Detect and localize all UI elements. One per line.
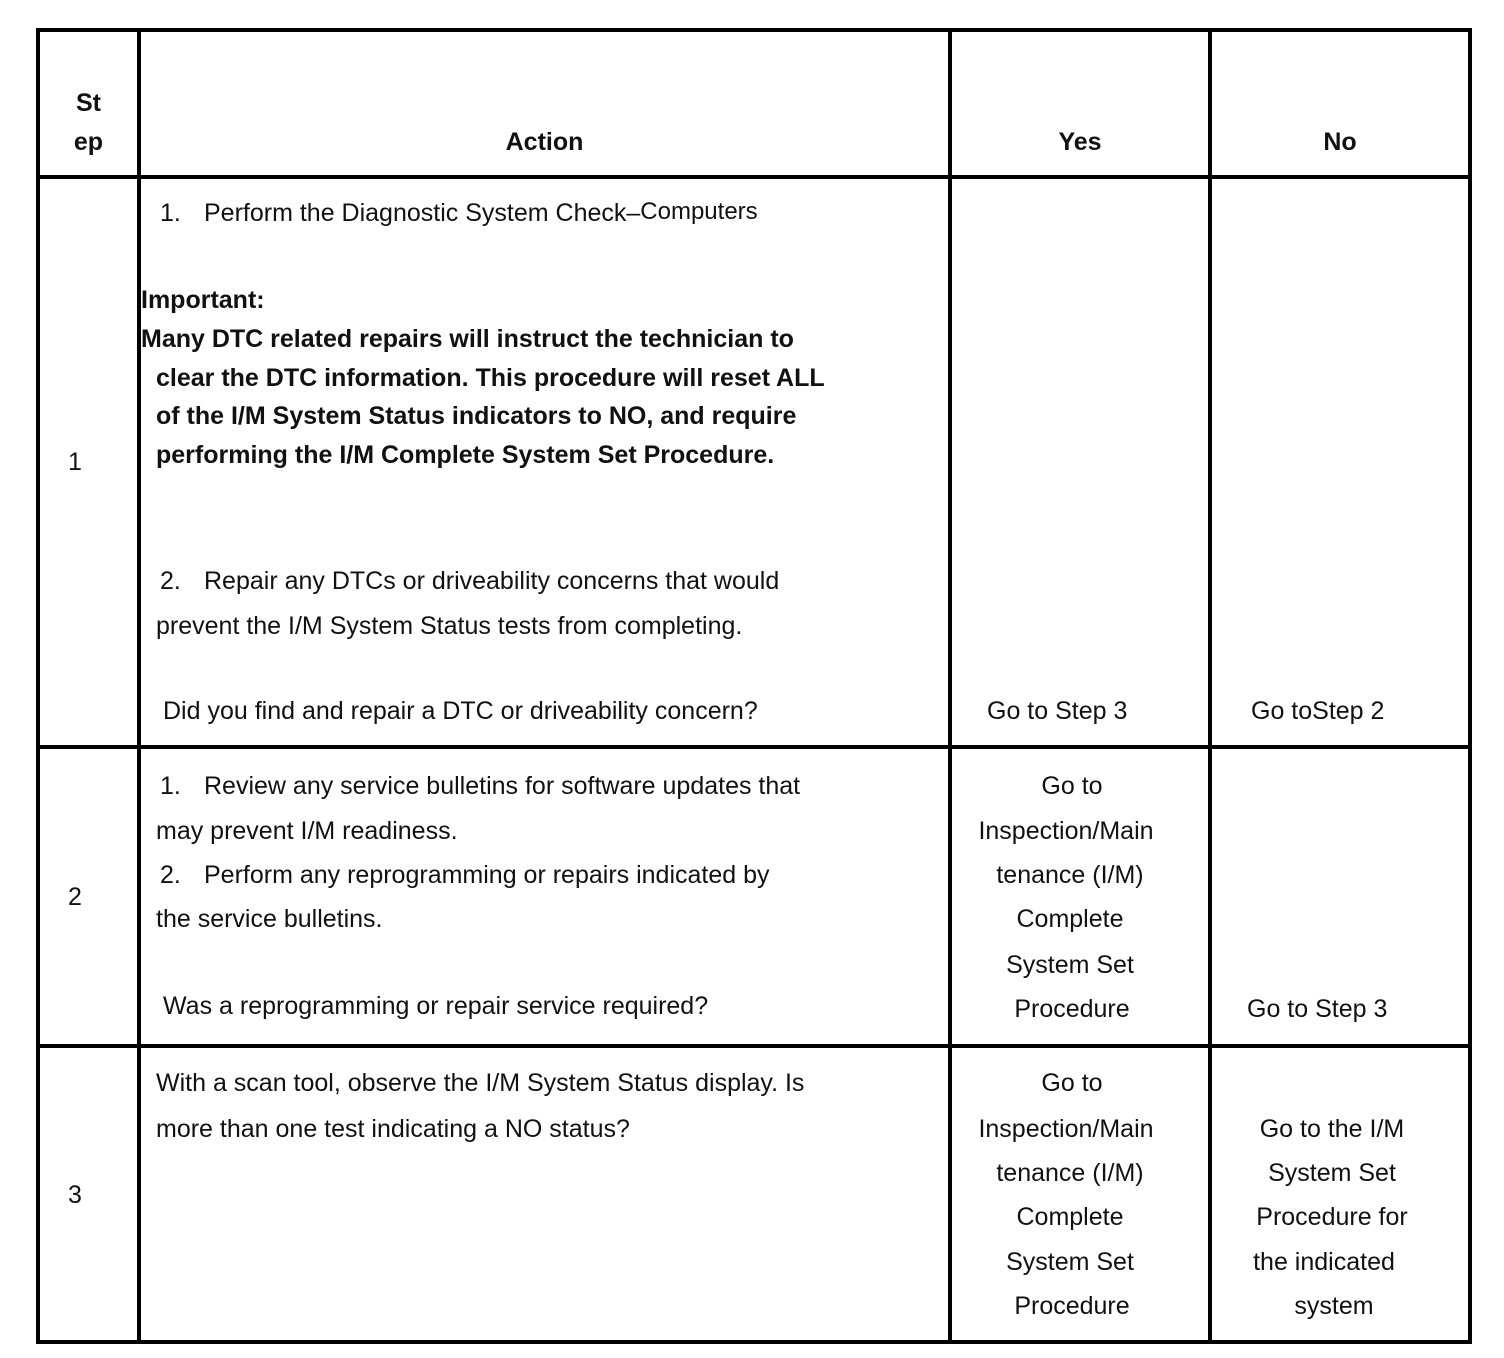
yes-result-line: Go to <box>1041 1069 1103 1097</box>
action-text: Review any service bulletins for software updates that <box>204 772 801 800</box>
list-number: 2. <box>160 861 181 889</box>
yes-result-line: Go to <box>1041 772 1103 800</box>
action-text: Perform any reprogramming or repairs indicated by <box>204 861 770 889</box>
question-text: Was a reprogramming or repair service required? <box>163 992 709 1020</box>
header-step-line1: St <box>76 89 101 117</box>
computers-link[interactable]: Computers <box>640 198 758 225</box>
yes-result-line: Procedure <box>1014 995 1130 1023</box>
table-row-divider <box>36 1044 1472 1048</box>
action-text: With a scan tool, observe the I/M System Status display. Is <box>156 1069 805 1097</box>
table-border-right <box>1468 28 1472 1344</box>
no-result-line: System Set <box>1268 1159 1396 1187</box>
action-text: more than one test indicating a NO status? <box>156 1115 630 1143</box>
no-result: Go toStep 2 <box>1251 697 1385 725</box>
action-text: the service bulletins. <box>156 905 383 933</box>
header-action: Action <box>505 128 584 156</box>
table-column-divider <box>137 28 141 1344</box>
header-yes: Yes <box>1058 128 1102 156</box>
action-text: prevent the I/M System Status tests from completing. <box>156 612 743 640</box>
important-note-line: of the I/M System Status indicators to NO, and require <box>156 402 797 430</box>
table-border-bottom <box>36 1340 1472 1344</box>
yes-result-line: System Set <box>1006 1248 1134 1276</box>
no-result-line: Go to the I/M <box>1259 1115 1405 1143</box>
table-column-divider <box>1208 28 1212 1344</box>
list-number: 1. <box>160 772 181 800</box>
list-number: 1. <box>160 199 181 227</box>
action-text: may prevent I/M readiness. <box>156 817 458 845</box>
header-no: No <box>1323 128 1357 156</box>
question-text: Did you find and repair a DTC or driveability concern? <box>163 697 758 725</box>
important-note-line: Many DTC related repairs will instruct the technician to <box>141 325 794 353</box>
important-note-line: clear the DTC information. This procedure will reset ALL <box>156 364 825 392</box>
yes-result-line: tenance (I/M) <box>996 861 1144 889</box>
action-item-text: Perform the Diagnostic System Check– <box>204 199 641 227</box>
important-note-line: performing the I/M Complete System Set Procedure. <box>156 441 775 469</box>
action-text <box>204 198 758 229</box>
no-result-line: Procedure for <box>1256 1203 1408 1231</box>
table-border-left <box>36 28 40 1344</box>
table-row-divider <box>36 745 1472 749</box>
step-number: 3 <box>68 1181 82 1209</box>
table-header-divider <box>36 175 1472 179</box>
yes-result-line: Inspection/Main <box>978 1115 1154 1143</box>
header-step-line2: ep <box>73 128 104 156</box>
important-label: Important: <box>141 286 265 314</box>
list-number: 2. <box>160 567 181 595</box>
step-number: 2 <box>68 883 82 911</box>
yes-result-line: Procedure <box>1014 1292 1130 1320</box>
no-result-line: the indicated <box>1253 1248 1395 1276</box>
table-column-divider <box>948 28 952 1344</box>
table-border-top <box>36 28 1472 32</box>
yes-result-line: Complete <box>1016 905 1124 933</box>
action-text: Repair any DTCs or driveability concerns that would <box>204 567 780 595</box>
no-result-line: system <box>1294 1292 1374 1320</box>
yes-result-line: Inspection/Main <box>978 817 1154 845</box>
step-number: 1 <box>68 448 82 476</box>
yes-result: Go to Step 3 <box>987 697 1128 725</box>
yes-result-line: tenance (I/M) <box>996 1159 1144 1187</box>
yes-result-line: System Set <box>1006 951 1134 979</box>
yes-result-line: Complete <box>1016 1203 1124 1231</box>
no-result: Go to Step 3 <box>1247 995 1388 1023</box>
